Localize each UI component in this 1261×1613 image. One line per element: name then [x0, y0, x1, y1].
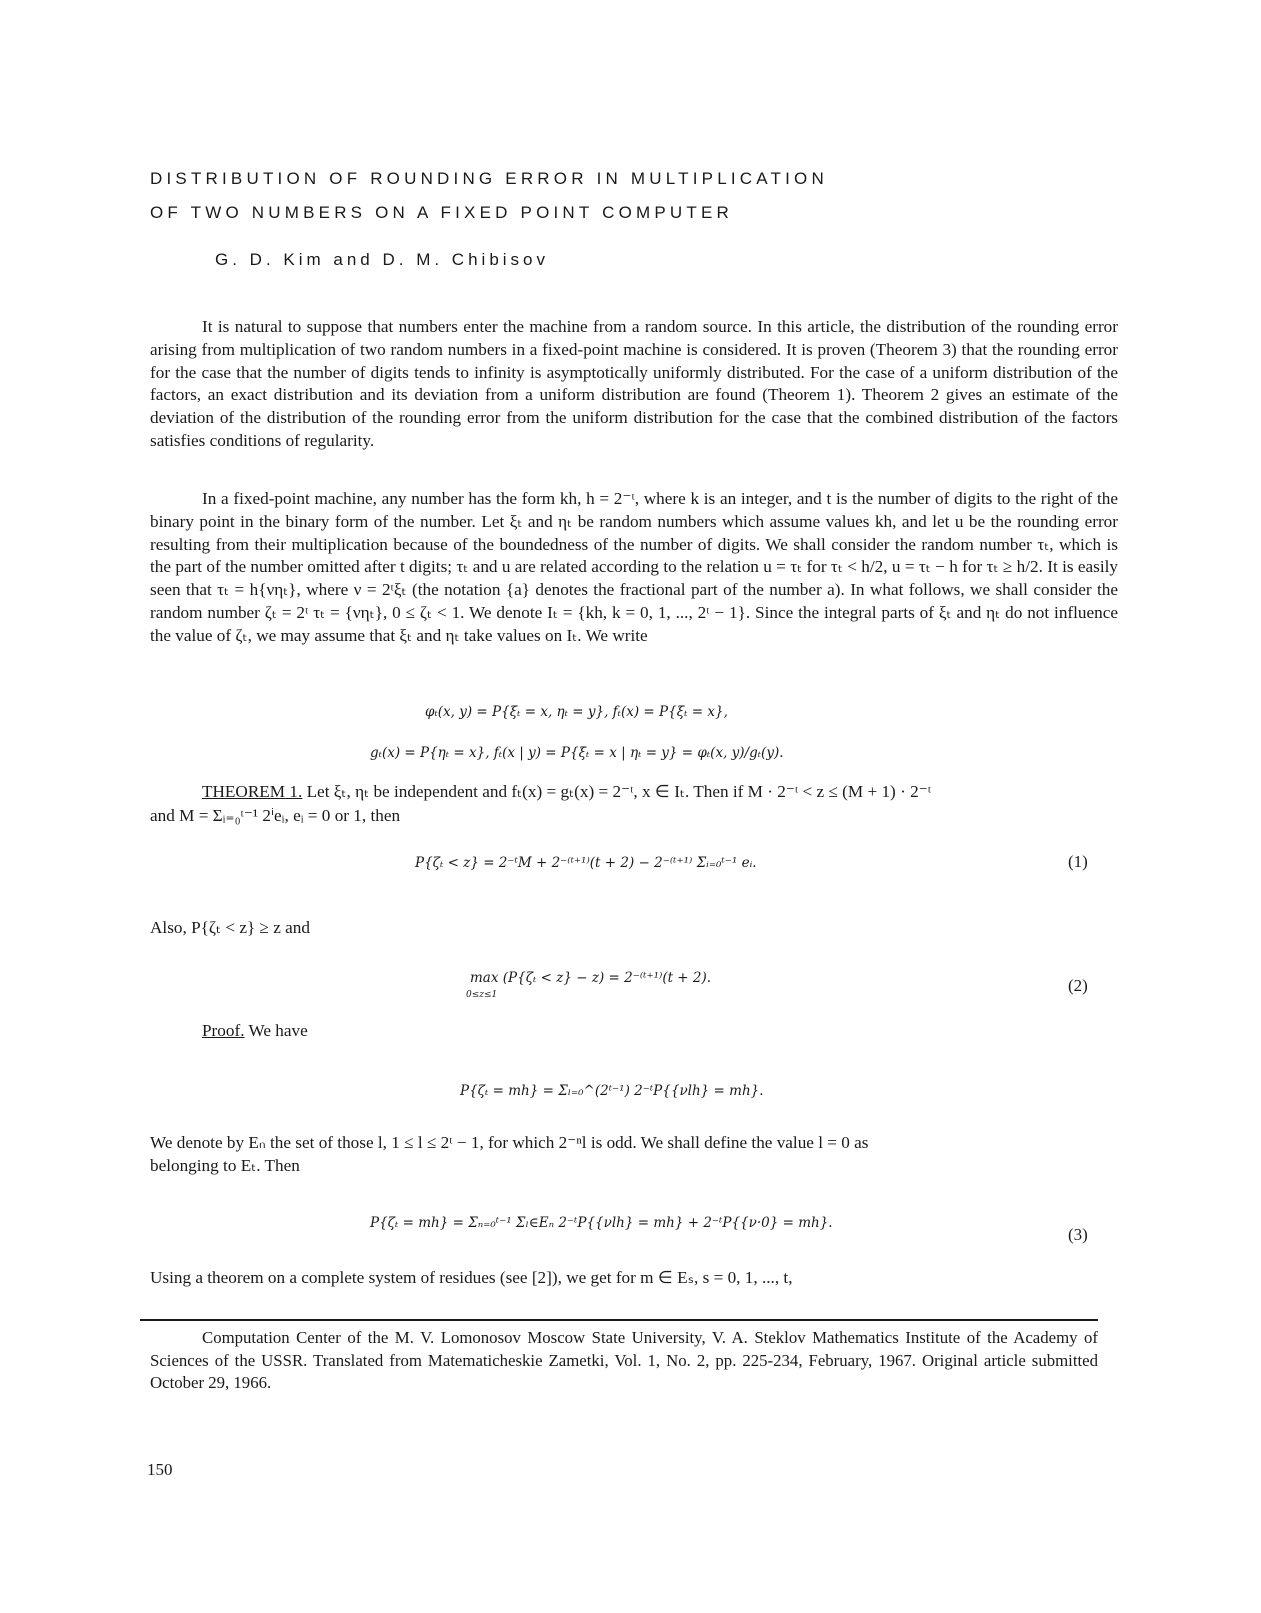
definition-line-2: gₜ(x) = P{ηₜ = x}, fₜ(x | y) = P{ξₜ = x | ηₜ = y} = φₜ(x, y)/gₜ(y). [370, 745, 784, 761]
footnote-divider [140, 1319, 1098, 1321]
proof-label: Proof. [202, 1021, 245, 1040]
using-line: Using a theorem on a complete system of residues (see [2]), we get for m ∈ Eₛ, s = 0, 1, ..., t, [150, 1268, 793, 1287]
page-number: 150 [147, 1460, 173, 1479]
equation-1: P{ζₜ < z} = 2⁻ᵗM + 2⁻⁽ᵗ⁺¹⁾(t + 2) − 2⁻⁽ᵗ⁺¹⁾ Σᵢ₌₀ᵗ⁻¹ eᵢ. [415, 855, 757, 871]
theorem-1-statement [150, 782, 931, 802]
paper-title-line-1: DISTRIBUTION OF ROUNDING ERROR IN MULTIPLICATION [150, 169, 828, 188]
denote-line-1: We denote by Eₙ the set of those l, 1 ≤ l ≤ 2ᵗ − 1, for which 2⁻ⁿl is odd. We shall define the value l = 0 as [150, 1133, 869, 1152]
equation-2-number: (2) [1068, 976, 1088, 995]
theorem-1-line-1: Let ξₜ, ηₜ be independent and fₜ(x) = gₜ(x) = 2⁻ᵗ, x ∈ Iₜ. Then if M · 2⁻ᵗ < z ≤ (M + 1) · 2⁻ᵗ [302, 782, 932, 801]
definition-line-1: φₜ(x, y) = P{ξₜ = x, ηₜ = y}, fₜ(x) = P{ξₜ = x}, [425, 704, 728, 720]
equation-2: max (P{ζₜ < z} − z) = 2⁻⁽ᵗ⁺¹⁾(t + 2). [470, 970, 712, 986]
equation-3-number: (3) [1068, 1225, 1088, 1244]
also-statement: Also, P{ζₜ < z} ≥ z and [150, 918, 310, 937]
equation-1-number: (1) [1068, 852, 1088, 871]
footnote: Computation Center of the M. V. Lomonosov Moscow State University, V. A. Steklov Mathematics Institute of the Academy of Sciences of the USSR. Translated from Matematicheskie Zametki, Vol. 1, No. 2, pp. 225-234, February, 1967. Original article submitted October 29, 1966. [150, 1328, 1098, 1392]
proof-equation: P{ζₜ = mh} = Σₗ₌₀^(2ᵗ⁻¹) 2⁻ᵗP{{νlh} = mh}. [460, 1083, 764, 1099]
abstract-paragraph: It is natural to suppose that numbers enter the machine from a random source. In this article, the distribution of the rounding error arising from multiplication of two random numbers in a fixed-point machine is considered. It is proven (Theorem 3) that the rounding error for the case that the number of digits tends to infinity is asymptotically uniformly distributed. For the case of a uniform distribution of the factors, an exact distribution and its deviation from a uniform distribution are found (Theorem 1). Theorem 2 gives an estimate of the deviation of the distribution of the rounding error from the uniform distribution for the case that the combined distribution of the factors satisfies conditions of regularity. [150, 317, 1118, 450]
theorem-1-line-2: and M = Σᵢ₌₀ᵗ⁻¹ 2ⁱeᵢ, eᵢ = 0 or 1, then [150, 806, 401, 825]
equation-2-subscript: 0≤z≤1 [466, 990, 498, 1000]
authors: G. D. Kim and D. M. Chibisov [215, 250, 550, 269]
theorem-1-label: THEOREM 1. [202, 782, 303, 801]
denote-line-2: belonging to Eₜ. Then [150, 1156, 300, 1175]
proof-text: We have [244, 1021, 308, 1040]
paper-title-line-2: OF TWO NUMBERS ON A FIXED POINT COMPUTER [150, 203, 733, 222]
intro-paragraph: In a fixed-point machine, any number has the form kh, h = 2⁻ᵗ, where k is an integer, and t is the number of digits to the right of the binary point in the binary form of the number. Let ξₜ and ηₜ be random numbers which assume values kh, and let u be the rounding error resulting from their multiplication because of the boundedness of the number of digits. We shall consider the random number τₜ, which is the part of the number omitted after t digits; τₜ and u are related according to the relation u = τₜ for τₜ < h/2, u = τₜ − h for τₜ ≥ h/2. It is easily seen that τₜ = h{νηₜ}, where ν = 2ᵗξₜ (the notation {a} denotes the fractional part of the number a). In what follows, we shall consider the random number ζₜ = 2ᵗ τₜ = {νηₜ}, 0 ≤ ζₜ < 1. We denote Iₜ = {kh, k = 0, 1, ..., 2ᵗ − 1}. Since the integral parts of ξₜ and ηₜ do not influence the value of ζₜ, we may assume that ξₜ and ηₜ take values on Iₜ. We write [150, 489, 1118, 645]
proof-line [202, 1021, 308, 1041]
equation-3: P{ζₜ = mh} = Σₙ₌₀ᵗ⁻¹ Σₗ∈Eₙ 2⁻ᵗP{{νlh} = mh} + 2⁻ᵗP{{ν·0} = mh}. [370, 1215, 833, 1231]
